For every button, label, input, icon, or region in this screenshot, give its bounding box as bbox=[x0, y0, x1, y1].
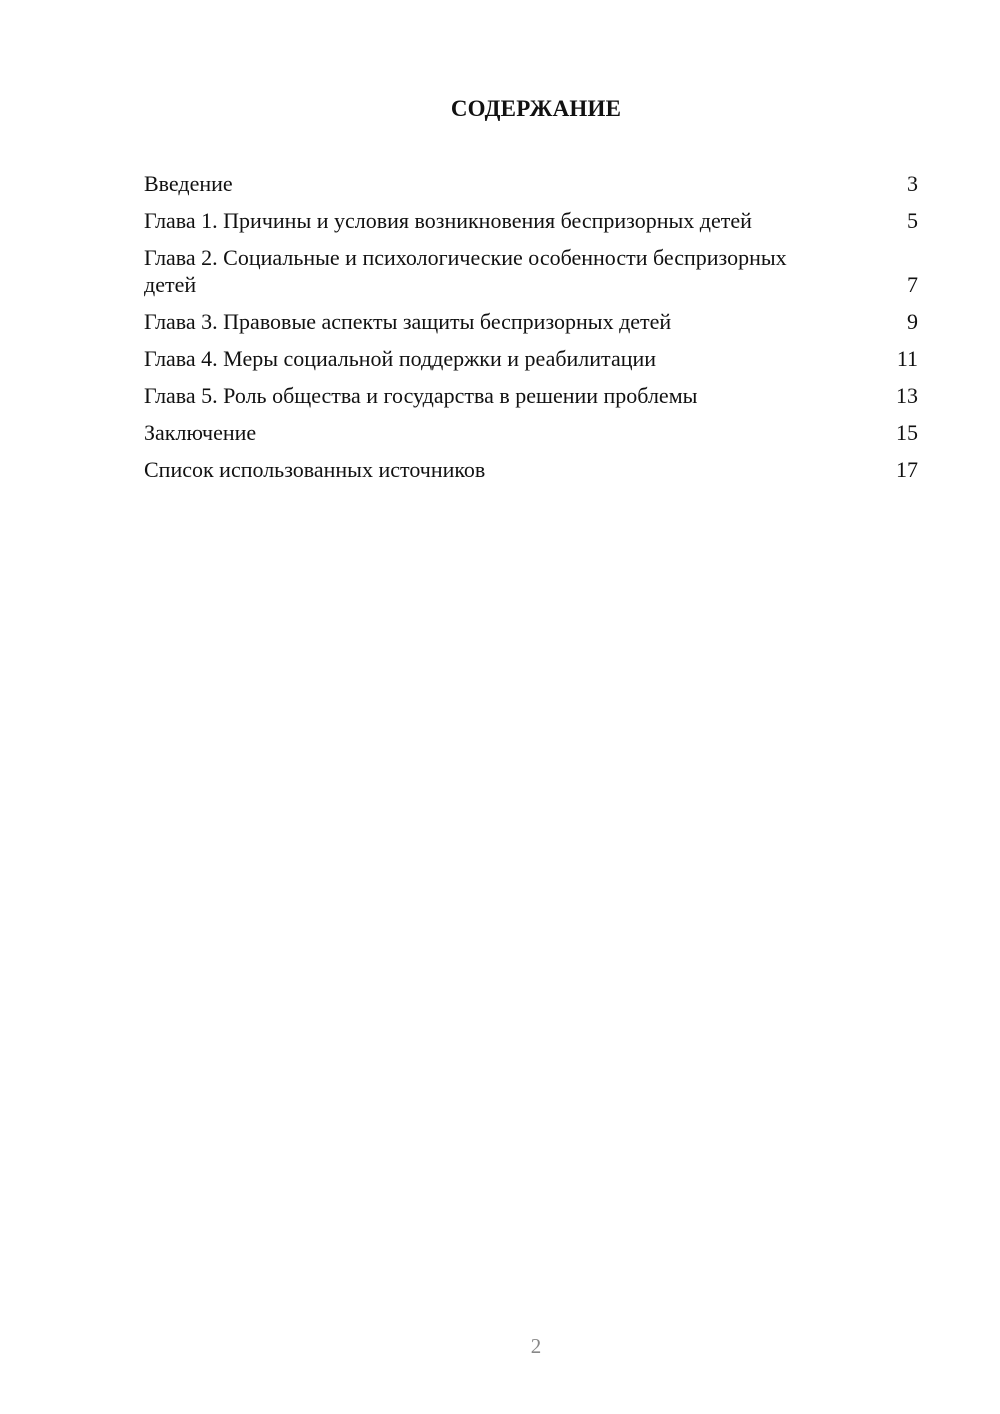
toc-entry-title: Глава 4. Меры социальной поддержки и реабилитации bbox=[144, 346, 657, 371]
toc-entry-references bbox=[144, 456, 918, 483]
page-number: 2 bbox=[530, 1334, 542, 1358]
toc-entry-page: 13 bbox=[896, 383, 918, 408]
toc-entry-page: 3 bbox=[907, 171, 918, 196]
table-of-contents bbox=[144, 170, 918, 493]
toc-entry-chapter-5 bbox=[144, 382, 918, 409]
toc-entry-title: Глава 1. Причины и условия возникновения беспризорных детей bbox=[144, 208, 752, 233]
toc-heading: СОДЕРЖАНИЕ bbox=[450, 96, 622, 121]
toc-entry-page: 11 bbox=[896, 346, 918, 371]
toc-entry-chapter-1 bbox=[144, 207, 918, 234]
toc-entry-title: Список использованных источников bbox=[144, 457, 486, 482]
toc-entry-title: Введение bbox=[144, 171, 233, 196]
toc-entry-introduction bbox=[144, 170, 918, 197]
toc-entry-title: Глава 5. Роль общества и государства в решении проблемы bbox=[144, 383, 698, 408]
toc-entry-page: 15 bbox=[896, 420, 918, 445]
toc-entry-title: Глава 2. Социальные и психологические особенности беспризорных детей bbox=[144, 245, 787, 297]
toc-entry-page: 5 bbox=[907, 208, 918, 233]
toc-entry-page: 7 bbox=[907, 272, 918, 297]
toc-entry-chapter-3 bbox=[144, 308, 918, 335]
toc-entry-chapter-4 bbox=[144, 345, 918, 372]
toc-entry-title: Глава 3. Правовые аспекты защиты беспризорных детей bbox=[144, 309, 672, 334]
toc-entry-title: Заключение bbox=[144, 420, 257, 445]
toc-entry-page: 9 bbox=[907, 309, 918, 334]
toc-entry-page: 17 bbox=[896, 457, 918, 482]
toc-entry-conclusion bbox=[144, 419, 918, 446]
toc-entry-chapter-2 bbox=[144, 244, 918, 298]
